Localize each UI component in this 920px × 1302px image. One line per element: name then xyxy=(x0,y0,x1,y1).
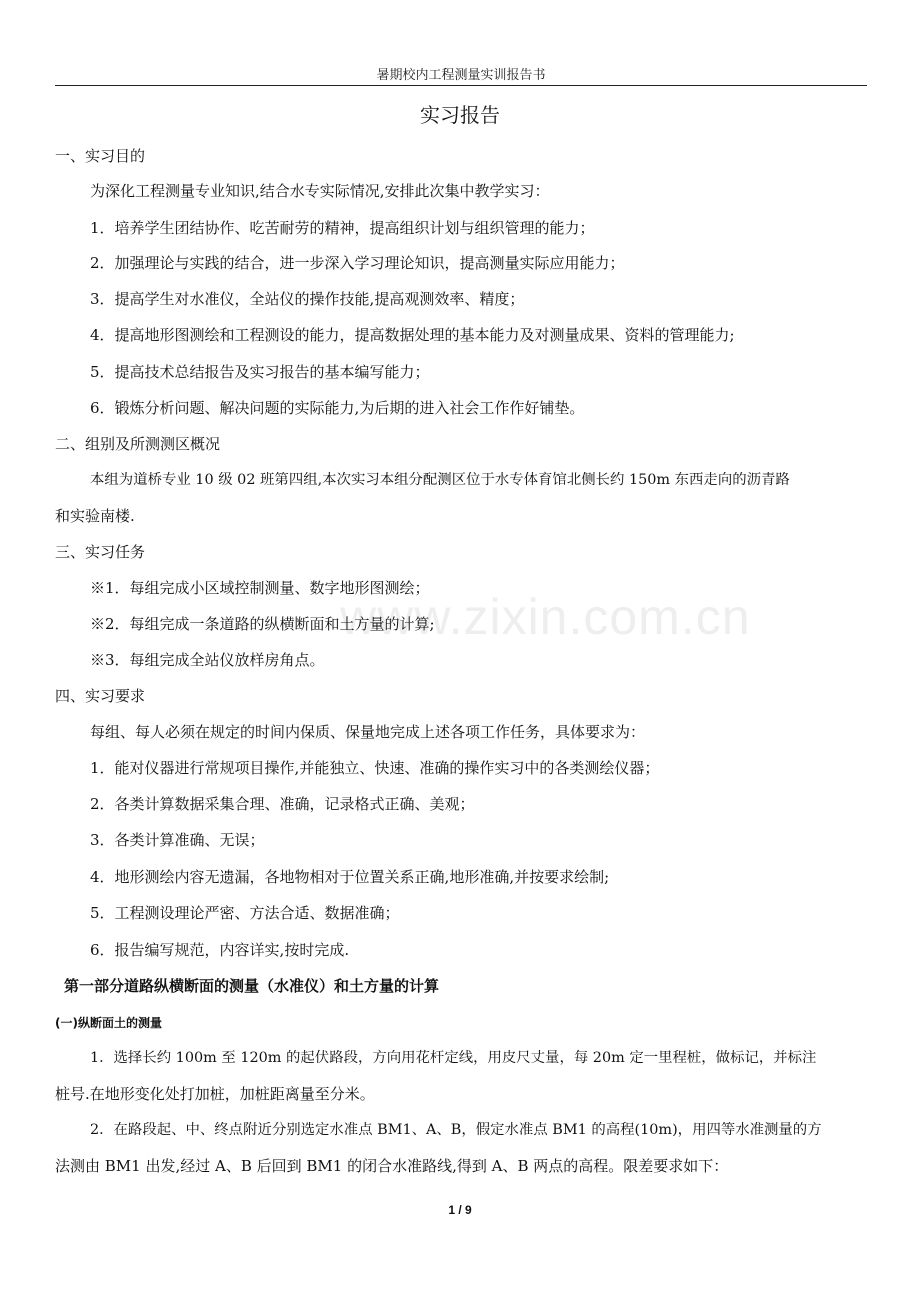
list-item: ※1．每组完成小区域控制测量、数字地形图测绘； xyxy=(90,579,430,597)
section-heading-tasks: 三、实习任务 xyxy=(55,543,146,561)
page-number: 1 / 9 xyxy=(448,1203,472,1217)
watermark: www.zixin.com.cn xyxy=(340,589,751,645)
list-item: 6．报告编写规范，内容详实,按时完成. xyxy=(90,941,350,959)
list-item: 5．工程测设理论严密、方法合适、数据准确； xyxy=(90,904,400,922)
paragraph-line: 桩号.在地形变化处打加桩，加桩距离量至分米。 xyxy=(55,1085,375,1103)
section-heading-overview: 二、组别及所测测区概况 xyxy=(55,435,221,453)
list-item: 5．提高技术总结报告及实习报告的基本编写能力； xyxy=(90,363,430,381)
list-item: 2．加强理论与实践的结合，进一步深入学习理论知识，提高测量实际应用能力； xyxy=(90,254,625,272)
page-header: 暑期校内工程测量实训报告书 xyxy=(376,68,546,83)
paragraph-line: 1．选择长约 100m 至 120m 的起伏路段，方向用花杆定线，用皮尺丈量，每 20m 定一里程桩，做标记，并标注 xyxy=(90,1050,817,1066)
section-intro-requirements: 每组、每人必须在规定的时间内保质、保量地完成上述各项工作任务，具体要求为： xyxy=(90,723,646,741)
list-item: 2．各类计算数据采集合理、准确，记录格式正确、美观； xyxy=(90,795,475,813)
paragraph-line: 本组为道桥专业 10 级 02 班第四组,本次实习本组分配测区位于水专体育馆北侧长约 150m 东西走向的沥青路 xyxy=(90,472,790,488)
list-item: 3．提高学生对水准仪，全站仪的操作技能,提高观测效率、精度； xyxy=(90,290,525,308)
list-item: 6．锻炼分析问题、解决问题的实际能力,为后期的进入社会工作作好铺垫。 xyxy=(90,399,585,417)
paragraph-line: 法测由 BM1 出发,经过 A、B 后回到 BM1 的闭合水准路线,得到 A、B 两点的高程。限差要求如下： xyxy=(55,1157,729,1175)
list-item: ※3．每组完成全站仪放样房角点。 xyxy=(90,651,325,669)
section-intro-purpose: 为深化工程测量专业知识,结合水专实际情况,安排此次集中教学实习： xyxy=(90,182,550,200)
section-heading-purpose: 一、实习目的 xyxy=(55,147,146,165)
list-item: 1．能对仪器进行常规项目操作,并能独立、快速、准确的操作实习中的各类测绘仪器； xyxy=(90,759,660,777)
list-item: 4．地形测绘内容无遗漏，各地物相对于位置关系正确,地形准确,并按要求绘制; xyxy=(90,868,610,886)
document-title: 实习报告 xyxy=(420,103,500,127)
list-item: ※2．每组完成一条道路的纵横断面和土方量的计算; xyxy=(90,615,435,633)
part-heading: 第一部分道路纵横断面的测量（水准仪）和土方量的计算 xyxy=(64,977,440,995)
section-heading-requirements: 四、实习要求 xyxy=(55,687,146,705)
list-item: 4．提高地形图测绘和工程测设的能力，提高数据处理的基本能力及对测量成果、资料的管理能力; xyxy=(90,326,735,344)
paragraph-line: 2．在路段起、中、终点附近分别选定水准点 BM1、A、B，假定水准点 BM1 的高程(10m)，用四等水准测量的方 xyxy=(90,1122,822,1138)
sub-heading: (一)纵断面土的测量 xyxy=(55,1016,162,1030)
list-item: 1．培养学生团结协作、吃苦耐劳的精神，提高组织计划与组织管理的能力； xyxy=(90,219,595,237)
header-rule xyxy=(55,85,867,86)
list-item: 3．各类计算准确、无误； xyxy=(90,831,265,849)
paragraph-line: 和实验南楼. xyxy=(55,507,135,525)
